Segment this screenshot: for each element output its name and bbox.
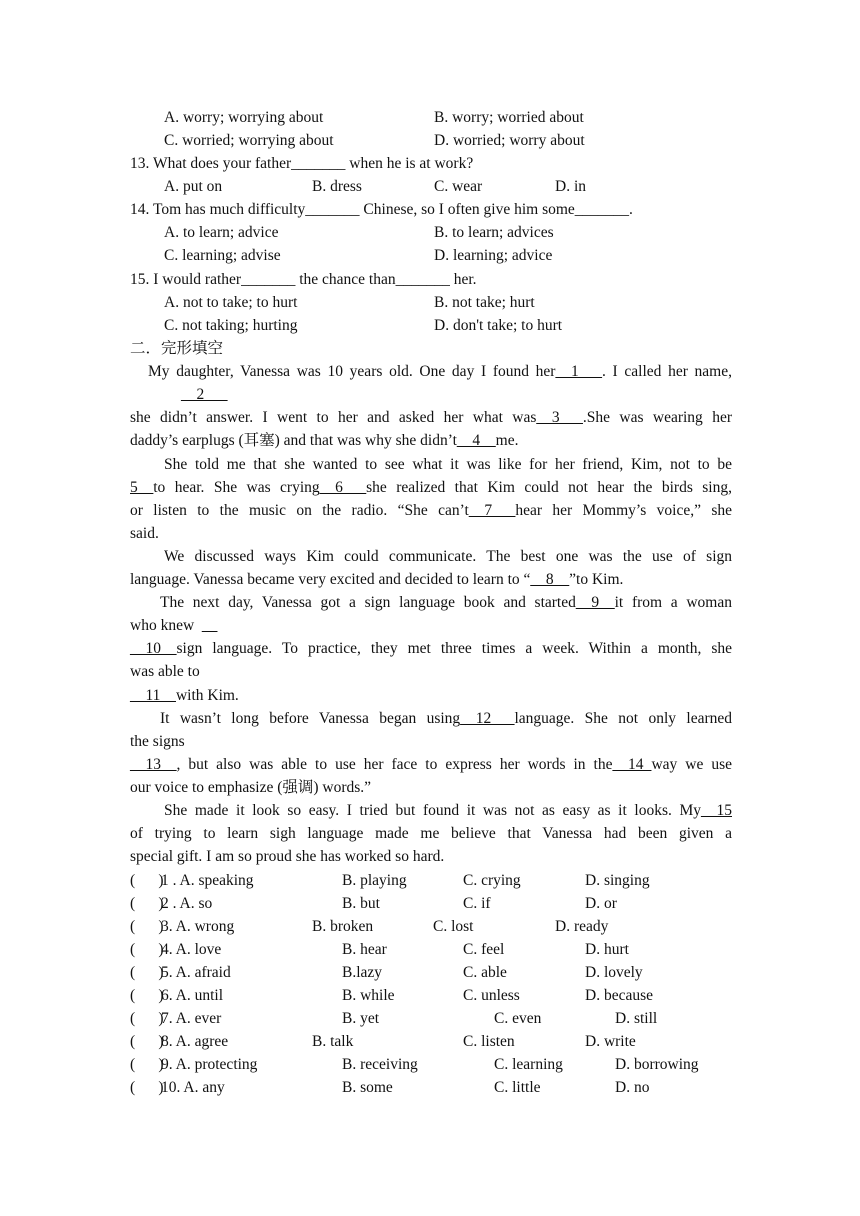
blank-11: __11__ [130, 687, 176, 704]
answer-blank[interactable]: ( ) [130, 941, 164, 958]
blank-6: __6___ [319, 479, 367, 496]
choice-option-c: C. little [494, 1079, 541, 1096]
q13-option-c: C. wear [434, 178, 483, 195]
passage-line: __11__with Kim. [130, 687, 239, 704]
blank-1: __1___ [555, 363, 602, 380]
blank-15: __15 [701, 802, 732, 819]
q15-option-a: A. not to take; to hurt [164, 294, 298, 311]
q12-option-a: A. worry; worrying about [164, 109, 324, 126]
choice-option-a: 3. A. wrong [161, 918, 235, 935]
answer-blank[interactable]: ( ) [130, 1010, 164, 1027]
choice-option-a: 5. A. afraid [161, 964, 231, 981]
choice-option-b: B. hear [342, 941, 387, 958]
answer-blank[interactable]: ( ) [130, 964, 164, 981]
passage-line: who knew __ [130, 617, 218, 634]
choice-option-d: D. still [615, 1010, 658, 1027]
passage-line: She told me that she wanted to see what it was like for her friend, Kim, not to be [164, 456, 732, 473]
q13-option-b: B. dress [312, 178, 362, 195]
passage-line: she didn’t answer. I went to her and asked her what was__3___.She was wearing her [130, 409, 732, 426]
q15-option-d: D. don't take; to hurt [434, 317, 563, 334]
q14-stem: 14. Tom has much difficulty_______ Chinese, so I often give him some_______. [130, 201, 633, 218]
passage-line: our voice to emphasize (强调) words.” [130, 779, 372, 796]
choice-option-a: 7. A. ever [161, 1010, 222, 1027]
q14-option-c: C. learning; advise [164, 247, 281, 264]
blank-4: __4__ [456, 432, 496, 449]
choice-option-d: D. ready [555, 918, 609, 935]
q13-option-d: D. in [555, 178, 586, 195]
choice-option-c: C. learning [494, 1056, 563, 1073]
choice-option-a: 1 . A. speaking [161, 872, 254, 889]
choice-option-b: B. playing [342, 872, 407, 889]
passage-line: It wasn’t long before Vanessa began using__12___language. She not only learned [160, 710, 732, 727]
answer-blank[interactable]: ( ) [130, 1079, 164, 1096]
passage-line: the signs [130, 733, 185, 750]
answer-blank[interactable]: ( ) [130, 872, 164, 889]
choice-option-a: 9. A. protecting [161, 1056, 258, 1073]
q14-option-d: D. learning; advice [434, 247, 553, 264]
q12-option-b: B. worry; worried about [434, 109, 584, 126]
q13-stem: 13. What does your father_______ when he is at work? [130, 155, 474, 172]
choice-option-d: D. no [615, 1079, 650, 1096]
answer-blank[interactable]: ( ) [130, 987, 164, 1004]
answer-blank[interactable]: ( ) [130, 895, 164, 912]
choice-option-b: B. yet [342, 1010, 380, 1027]
blank-5: 5__ [130, 479, 154, 496]
choice-option-c: C. even [494, 1010, 542, 1027]
q15-option-c: C. not taking; hurting [164, 317, 298, 334]
choice-option-c: C. feel [463, 941, 505, 958]
passage-line: The next day, Vanessa got a sign language book and started__9__it from a woman [160, 594, 732, 611]
q14-option-b: B. to learn; advices [434, 224, 554, 241]
choice-option-c: C. unless [463, 987, 520, 1004]
passage-line: She made it look so easy. I tried but found it was not as easy as it looks. My__15 [164, 802, 732, 819]
q15-stem: 15. I would rather_______ the chance than_______ her. [130, 271, 477, 288]
choice-option-b: B.lazy [342, 964, 383, 981]
choice-option-d: D. write [585, 1033, 636, 1050]
blank-7: __7___ [468, 502, 516, 519]
q12-option-c: C. worried; worrying about [164, 132, 334, 149]
blank-10: __10__ [130, 640, 177, 657]
blank-12: __12___ [460, 710, 515, 727]
q13-option-a: A. put on [164, 178, 223, 195]
choice-option-c: C. crying [463, 872, 521, 889]
passage-line: of trying to learn sigh language made me believe that Vanessa had been given a [130, 825, 732, 842]
passage-line: __13__, but also was able to use her face to express her words in the__14 way we use [130, 756, 733, 773]
q12-option-d: D. worried; worry about [434, 132, 585, 149]
passage-line: language. Vanessa became very excited and decided to learn to “__8__”to Kim. [130, 571, 624, 588]
choice-option-a: 4. A. love [161, 941, 222, 958]
passage-line: My daughter, Vanessa was 10 years old. One day I found her__1___. I called her name, [148, 363, 732, 380]
choice-option-b: B. but [342, 895, 380, 912]
passage-line: was able to [130, 663, 200, 680]
answer-blank[interactable]: ( ) [130, 918, 164, 935]
section-title: 二．完形填空 [130, 340, 224, 357]
q14-option-a: A. to learn; advice [164, 224, 279, 241]
blank-9: __9__ [575, 594, 615, 611]
passage-line: 5__to hear. She was crying__6___she realized that Kim could not hear the birds sing, [130, 479, 732, 496]
blank-3: __3___ [536, 409, 583, 426]
answer-blank[interactable]: ( ) [130, 1056, 164, 1073]
choice-option-d: D. hurt [585, 941, 629, 958]
choice-option-d: D. lovely [585, 964, 643, 981]
passage-line: special gift. I am so proud she has worked so hard. [130, 848, 445, 865]
blank-14: __14 [612, 756, 652, 773]
choice-option-d: D. singing [585, 872, 650, 889]
choice-option-c: C. lost [433, 918, 474, 935]
choice-option-a: 6. A. until [161, 987, 224, 1004]
choice-option-a: 10. A. any [161, 1079, 225, 1096]
choice-option-b: B. while [342, 987, 395, 1004]
passage-line: daddy’s earplugs (耳塞) and that was why she didn’t__4__me. [130, 432, 519, 449]
choice-option-a: 8. A. agree [161, 1033, 229, 1050]
choice-option-a: 2 . A. so [161, 895, 213, 912]
choice-option-b: B. talk [312, 1033, 354, 1050]
answer-blank[interactable]: ( ) [130, 1033, 164, 1050]
choice-option-b: B. broken [312, 918, 374, 935]
passage-line: We discussed ways Kim could communicate. The best one was the use of sign [164, 548, 732, 565]
choice-option-d: D. borrowing [615, 1056, 699, 1073]
choice-option-d: D. because [585, 987, 653, 1004]
passage-line: or listen to the music on the radio. “She can’t__7___hear her Mommy’s voice,” she [130, 502, 732, 519]
choice-option-d: D. or [585, 895, 617, 912]
passage-line: __10__sign language. To practice, they met three times a week. Within a month, she [130, 640, 732, 657]
choice-option-b: B. receiving [342, 1056, 418, 1073]
choice-option-c: C. able [463, 964, 507, 981]
passage-line: said. [130, 525, 159, 542]
q15-option-b: B. not take; hurt [434, 294, 535, 311]
choice-option-c: C. if [463, 895, 491, 912]
blank-13: __13__ [130, 756, 177, 773]
blank-8: __8__ [530, 571, 570, 588]
blank-2: __2___ [181, 386, 228, 403]
choice-option-c: C. listen [463, 1033, 515, 1050]
choice-option-b: B. some [342, 1079, 393, 1096]
